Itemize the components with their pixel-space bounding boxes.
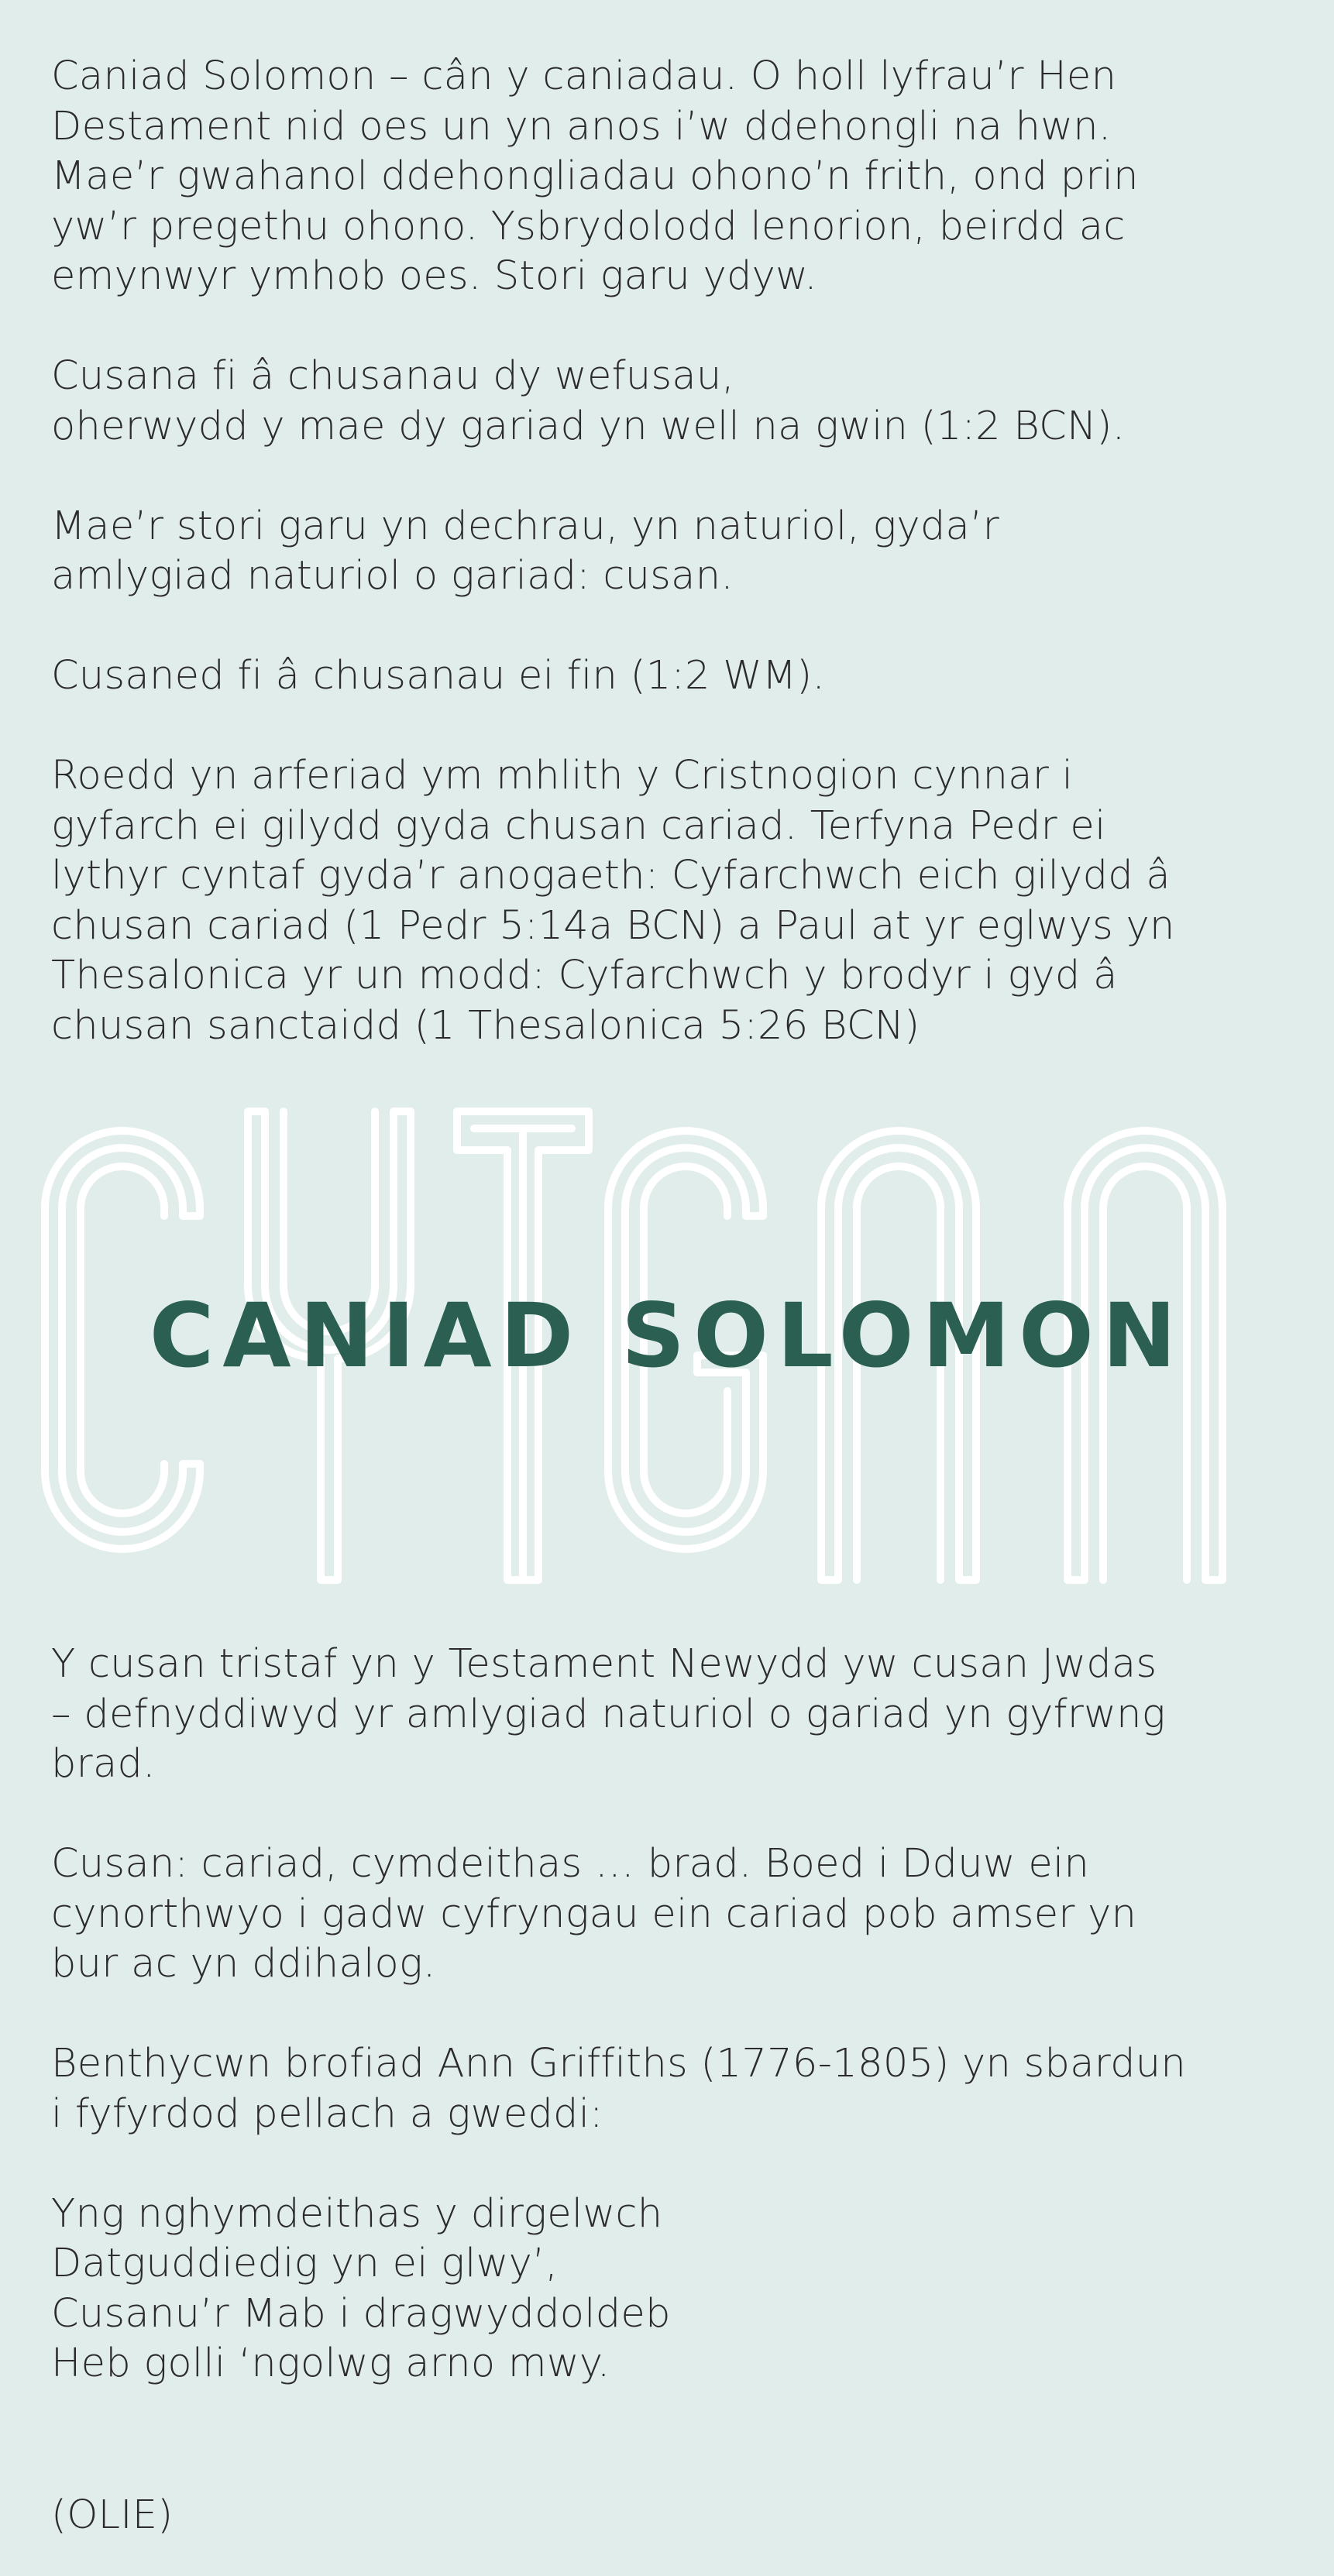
- scripture-quote-wm: Cusaned fi â chusanau ei fin (1:2 WM).: [51, 653, 826, 699]
- prayer-paragraph: Cusan: cariad, cymdeithas … brad. Boed i Dduw ein cynorthwyo i gadw cyfryngau ein cariad pob amser yn bur ac yn ddihalog.: [51, 1841, 1137, 1987]
- early-christians-paragraph: Roedd yn arferiad ym mhlith y Cristnogion cynnar i gyfarch ei gilydd gyda chusan cariad. Terfyna Pedr ei lythyr cyntaf gyda’r anogaeth: Cyfarchwch eich gilydd â chusan cariad (1 Pedr 5:14a BCN) a Paul at yr eglwys yn Thesalonica yr un modd: Cyfarchwch y brodyr i gyd â chusan sanctaidd (1 Thesalonica 5:26 BCN): [51, 753, 1175, 1049]
- closing-section: [51, 1640, 1291, 2389]
- author-signature: (OLIE): [51, 2492, 174, 2538]
- banner-title: CANIAD SOLOMON: [149, 1284, 1185, 1387]
- title-banner: [0, 1100, 1334, 1595]
- signature-section: [51, 2491, 1291, 2541]
- hymn-verse: Yng nghymdeithas y dirgelwch Datguddiedig yn ei glwy’, Cusanu’r Mab i dragwyddoldeb Heb golli ‘ngolwg arno mwy.: [51, 2190, 671, 2386]
- intro-section: [51, 52, 1291, 1051]
- kiss-paragraph: Mae’r stori garu yn dechrau, yn naturiol, gyda’r amlygiad naturiol o gariad: cusan.: [51, 503, 999, 599]
- scripture-quote-bcn: Cusana fi â chusanau dy wefusau, oherwydd y mae dy gariad yn well na gwin (1:2 BCN).: [51, 353, 1126, 449]
- judas-paragraph: Y cusan tristaf yn y Testament Newydd yw cusan Jwdas – defnyddiwyd yr amlygiad naturiol o gariad yn gyfrwng brad.: [51, 1641, 1166, 1787]
- ann-griffiths-paragraph: Benthycwn brofiad Ann Griffiths (1776-1805) yn sbardun i fyfyrdod pellach a gweddi:: [51, 2041, 1187, 2137]
- intro-paragraph: Caniad Solomon – cân y caniadau. O holl lyfrau’r Hen Destament nid oes un yn anos i’w ddehongli na hwn. Mae’r gwahanol ddehongliadau ohono’n frith, ond prin yw’r pregethu ohono. Ysbrydolodd lenorion, beirdd ac emynwyr ymhob oes. Stori garu ydyw.: [51, 53, 1139, 299]
